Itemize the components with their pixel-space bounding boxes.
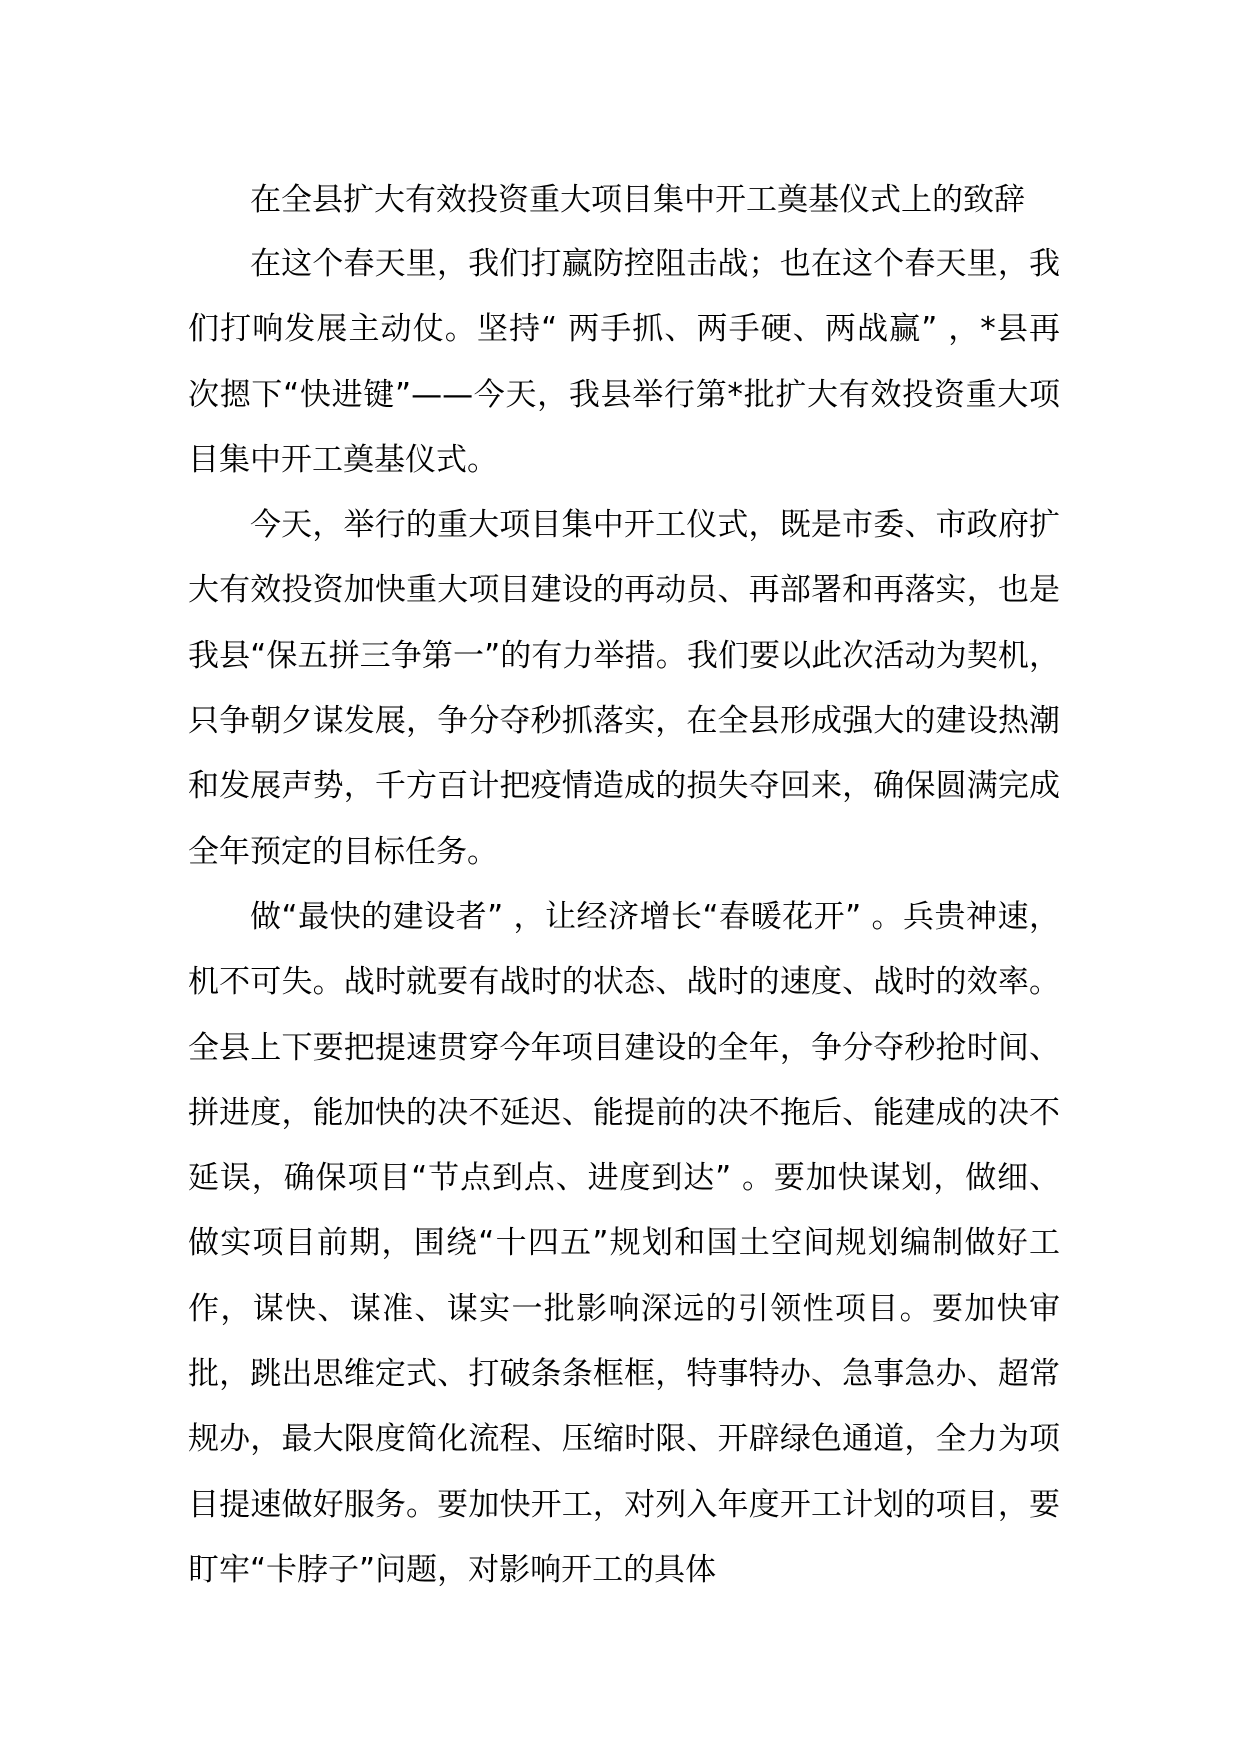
paragraph-3: 做“最快的建设者” ，让经济增长“春暖花开” 。兵贵神速，机不可失。战时就要有战时的状态、战时的速度、战时的效率。全县上下要把提速贯穿今年项目建设的全年，争分夺秒抢时间、拼进度，能加快的决不延迟、能提前的决不拖后、能建成的决不延误，确保项目“节点到点、进度到达” 。要加快谋划，做细、做实项目前期，围绕“十四五”规划和国土空间规划编制做好工作，谋快、谋准、谋实一批影响深远的引领性项目。要加快审批，跳出思维定式、打破条条框框，特事特办、急事急办、超常规办，最大限度简化流程、压缩时限、开辟绿色通道，全力为项目提速做好服务。要加快开工，对列入年度开工计划的项目，要盯牢“卡脖子”问题，对影响开工的具体 [188,898,1060,1588]
document-page [188,168,1060,1603]
document-title: 在全县扩大有效投资重大项目集中开工奠基仪式上的致辞 [250,182,1025,218]
paragraph-1: 在这个春天里，我们打赢防控阻击战；也在这个春天里，我们打响发展主动仗。坚持“ 两手抓、两手硬、两战赢” ，*县再次摁下“快进键”——今天，我县举行第*批扩大有效投资重大项目集中开工奠基仪式。 [188,246,1060,478]
paragraph-2: 今天，举行的重大项目集中开工仪式，既是市委、市政府扩大有效投资加快重大项目建设的再动员、再部署和再落实，也是我县“保五拼三争第一”的有力举措。我们要以此次活动为契机，只争朝夕谋发展，争分夺秒抓落实，在全县形成强大的建设热潮和发展声势，千方百计把疫情造成的损失夺回来，确保圆满完成全年预定的目标任务。 [188,507,1060,870]
